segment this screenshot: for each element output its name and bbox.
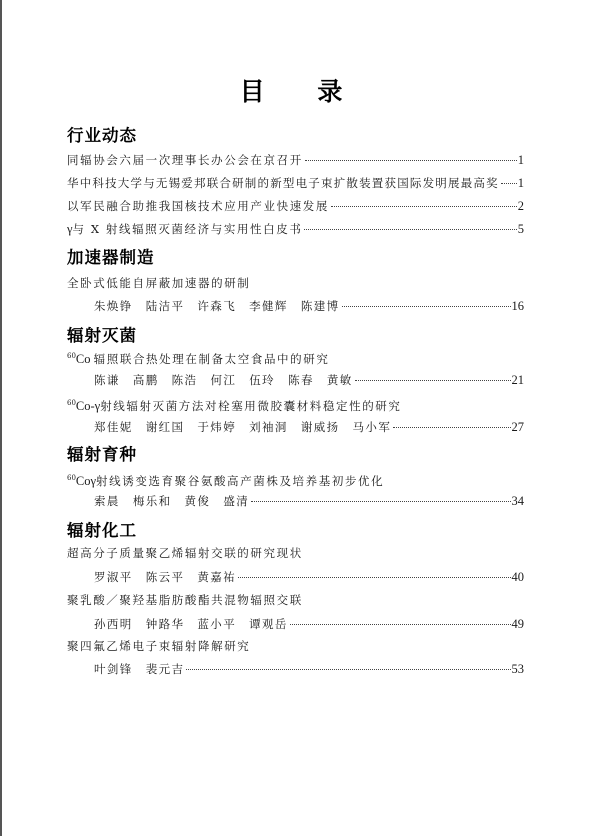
page-number: 1 xyxy=(517,176,524,190)
isotope-superscript: 60 xyxy=(67,352,76,360)
entry-authors xyxy=(94,419,391,435)
author: 钟路华 xyxy=(145,617,185,631)
section-heading-industry-news: 行业动态 xyxy=(67,126,137,145)
author: 盛清 xyxy=(223,494,250,508)
toc-entry-title-row[interactable] xyxy=(67,545,524,561)
entry-title-rest: 射线辐射灭菌方法对栓塞用微胶囊材料稳定性的研究 xyxy=(100,399,402,413)
isotope-symbol: Coγ xyxy=(75,474,97,488)
entry-title-rest: 与 X 射线辐照灭菌经济与实用性白皮书 xyxy=(72,222,303,236)
toc-entry[interactable] xyxy=(67,221,524,237)
entry-title-rest: 射线诱变选育聚谷氨酸高产菌株及培养基初步优化 xyxy=(96,474,385,488)
entry-authors xyxy=(94,616,288,632)
author: 郑佳妮 xyxy=(94,420,133,434)
dot-leader xyxy=(251,501,510,502)
toc-entry-title-row[interactable] xyxy=(67,275,524,291)
isotope-symbol: Co-γ xyxy=(75,399,101,413)
author: 伍玲 xyxy=(249,373,276,387)
entry-title xyxy=(67,470,384,489)
entry-authors xyxy=(94,372,353,388)
page-number: 16 xyxy=(511,299,524,313)
author: 叶剑锋 xyxy=(94,662,133,676)
toc-entry-authors-row[interactable] xyxy=(94,298,524,314)
dot-leader xyxy=(305,160,517,161)
page-number: 21 xyxy=(511,373,524,387)
author: 陈云平 xyxy=(145,570,185,584)
toc-entry[interactable] xyxy=(67,152,524,168)
page-number: 5 xyxy=(517,222,524,236)
toc-entry-authors-row[interactable] xyxy=(94,569,524,585)
author: 李健辉 xyxy=(249,299,288,313)
entry-authors xyxy=(94,569,236,585)
greek-gamma: γ xyxy=(67,222,73,236)
author: 谢威扬 xyxy=(300,420,340,434)
author: 陈建博 xyxy=(300,299,340,313)
entry-title xyxy=(67,348,329,367)
author: 蓝小平 xyxy=(197,617,237,631)
author: 陈春 xyxy=(288,373,314,387)
author: 陈浩 xyxy=(171,373,198,387)
dot-leader xyxy=(238,577,510,578)
entry-title xyxy=(67,395,402,414)
page-number: 53 xyxy=(511,662,524,676)
entry-authors xyxy=(94,298,340,314)
entry-title xyxy=(67,221,302,237)
entry-authors xyxy=(94,661,184,677)
author: 朱焕铮 xyxy=(94,299,133,313)
author: 梅乐和 xyxy=(132,494,172,508)
toc-entry-title-row[interactable] xyxy=(67,395,524,411)
page-left-edge xyxy=(0,0,2,836)
toc-entry-title-row[interactable] xyxy=(67,348,524,364)
toc-page xyxy=(67,0,524,836)
author: 黄俊 xyxy=(184,494,211,508)
entry-title: 超高分子质量聚乙烯辐射交联的研究现状 xyxy=(67,546,303,560)
section-heading-radiation-breeding: 辐射育种 xyxy=(67,445,137,464)
page-title: 目 录 xyxy=(239,77,365,106)
author: 谭观岳 xyxy=(249,617,288,631)
entry-title: 以军民融合助推我国核技术应用产业快速发展 xyxy=(67,199,329,213)
dot-leader xyxy=(355,380,511,381)
entry-title: 华中科技大学与无锡爱邦联合研制的新型电子束扩散装置获国际发明展最高奖 xyxy=(67,176,499,190)
dot-leader xyxy=(342,306,511,307)
author: 黄敏 xyxy=(326,373,353,387)
author: 于炜婷 xyxy=(197,420,237,434)
author: 索晨 xyxy=(94,494,120,508)
author: 陈谦 xyxy=(94,373,120,387)
entry-title-rest: 辐照联合热处理在制备太空食品中的研究 xyxy=(93,352,330,366)
toc-entry[interactable] xyxy=(67,198,524,214)
isotope-superscript: 60 xyxy=(67,399,76,407)
section-heading-accelerator-manufacturing: 加速器制造 xyxy=(67,248,155,267)
toc-entry-title-row[interactable] xyxy=(67,638,524,654)
toc-entry[interactable] xyxy=(67,175,524,191)
author: 马小军 xyxy=(352,420,392,434)
entry-title: 同辐协会六届一次理事长办公会在京召开 xyxy=(67,153,303,167)
entry-authors xyxy=(94,493,249,509)
page-number: 2 xyxy=(517,199,524,213)
author: 高鹏 xyxy=(132,373,159,387)
author: 许森飞 xyxy=(197,299,237,313)
entry-title: 全卧式低能自屏蔽加速器的研制 xyxy=(67,276,251,290)
page-number: 49 xyxy=(511,617,524,631)
author: 陆洁平 xyxy=(145,299,185,313)
toc-entry-authors-row[interactable] xyxy=(94,493,524,509)
isotope-superscript: 60 xyxy=(67,474,76,482)
dot-leader xyxy=(186,669,510,670)
page-number: 27 xyxy=(511,420,524,434)
author: 罗淑平 xyxy=(94,570,133,584)
dot-leader xyxy=(393,427,510,428)
section-heading-radiation-sterilization: 辐射灭菌 xyxy=(67,326,137,345)
author: 黄嘉祐 xyxy=(197,570,237,584)
dot-leader xyxy=(331,206,517,207)
author: 何江 xyxy=(210,373,237,387)
page-number: 1 xyxy=(517,153,524,167)
toc-entry-authors-row[interactable] xyxy=(94,419,524,435)
author: 谢红国 xyxy=(145,420,185,434)
page-number: 34 xyxy=(511,494,524,508)
toc-entry-authors-row[interactable] xyxy=(94,616,524,632)
dot-leader xyxy=(304,229,516,230)
toc-entry-title-row[interactable] xyxy=(67,470,524,486)
entry-title: 聚四氟乙烯电子束辐射降解研究 xyxy=(67,639,251,653)
dot-leader xyxy=(290,624,511,625)
author: 刘袖洞 xyxy=(249,420,288,434)
author: 裴元吉 xyxy=(145,662,185,676)
page-number: 40 xyxy=(511,570,524,584)
toc-entry-title-row[interactable] xyxy=(67,592,524,608)
isotope-symbol: Co xyxy=(75,352,94,366)
section-heading-radiation-chemical-engineering: 辐射化工 xyxy=(67,521,137,540)
toc-entry-authors-row[interactable] xyxy=(94,372,524,388)
dot-leader xyxy=(501,183,517,184)
toc-entry-authors-row[interactable] xyxy=(94,661,524,677)
entry-title: 聚乳酸／聚羟基脂肪酸酯共混物辐照交联 xyxy=(67,593,303,607)
author: 孙西明 xyxy=(94,617,133,631)
